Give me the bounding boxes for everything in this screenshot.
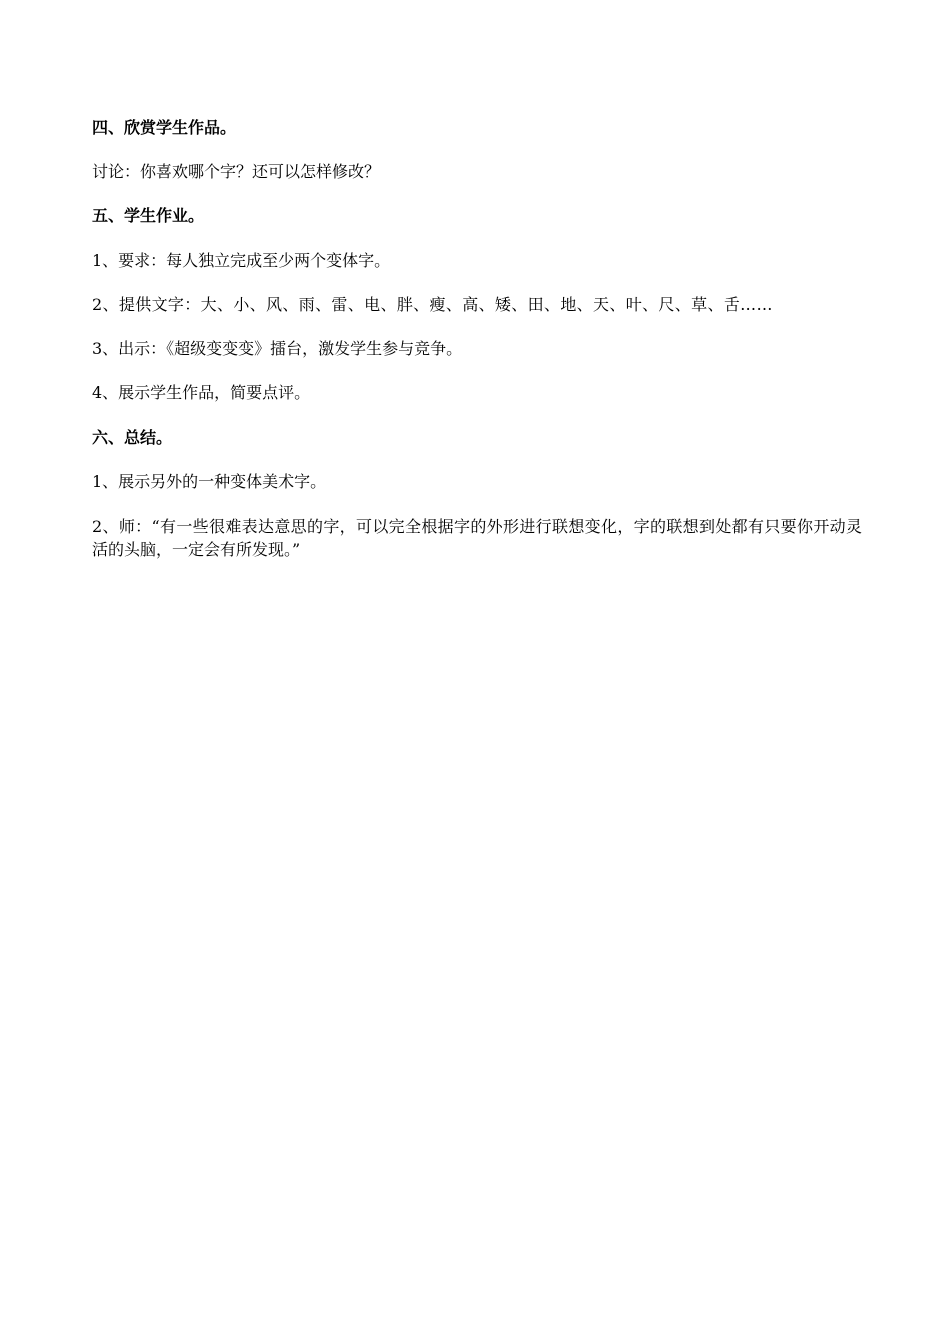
section-5-item-2: 2、提供文字：大、小、风、雨、雷、电、胖、瘦、高、矮、田、地、天、叶、尺、草、舌…… <box>92 295 773 314</box>
section-6-item-2: 2、师：“有一些很难表达意思的字，可以完全根据字的外形进行联想变化，字的联想到处都有只要你开动灵活的头脑，一定会有所发现。” <box>92 517 862 559</box>
section-5-heading: 五、学生作业。 <box>92 206 205 225</box>
section-5-item-4: 4、展示学生作品，简要点评。 <box>92 383 311 402</box>
section-4-heading: 四、欣赏学生作品。 <box>92 118 237 137</box>
section-5-item-3: 3、出示：《超级变变变》擂台，激发学生参与竞争。 <box>92 339 463 358</box>
section-5-item-1: 1、要求：每人独立完成至少两个变体字。 <box>92 251 391 270</box>
section-4-discussion: 讨论：你喜欢哪个字？还可以怎样修改？ <box>92 162 381 181</box>
section-6-heading: 六、总结。 <box>92 428 173 447</box>
section-6-item-1: 1、展示另外的一种变体美术字。 <box>92 472 327 491</box>
